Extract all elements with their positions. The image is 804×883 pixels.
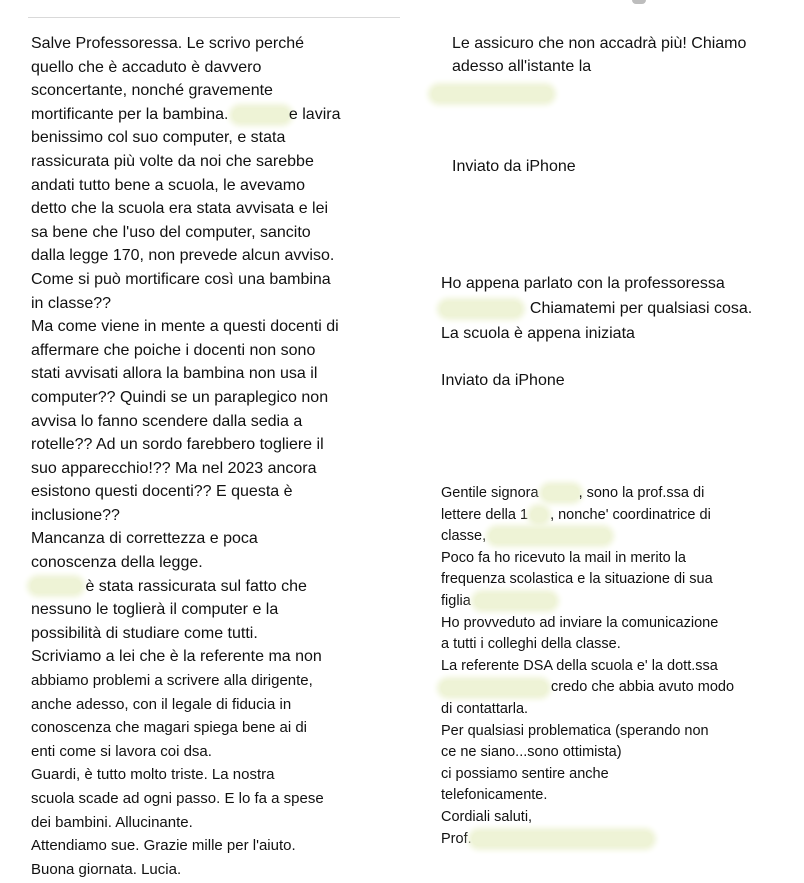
text-line: [31, 103, 340, 127]
text-fragment: Chiamatemi per qualsiasi cosa.: [529, 300, 753, 317]
text-line: [441, 505, 734, 527]
text-line: La scuola è appena iniziata: [441, 325, 635, 342]
text-line: [441, 677, 734, 699]
text-line: Attendiamo sue. Grazie mille per l'aiuto.: [31, 837, 296, 855]
text-line: Buona giornata. Lucia.: [31, 860, 182, 878]
redacted-name: [475, 594, 555, 608]
text-line: esistono questi docenti?? E questa è: [31, 483, 293, 501]
text-line: Le assicuro che non accadrà più! Chiamo: [452, 35, 747, 52]
text-line: Come si può mortificare così una bambina: [31, 270, 331, 288]
text-line: quello che è accaduto è davvero: [31, 58, 262, 76]
text-line: Per qualsiasi problematica (sperando non: [441, 722, 709, 739]
reply-message-1: [452, 32, 746, 178]
sent-from-iphone-signature: Inviato da iPhone: [452, 158, 576, 175]
text-fragment: , sono la prof.ssa di: [578, 485, 705, 501]
redacted-name: [441, 681, 547, 695]
sent-from-iphone-signature: Inviato da iPhone: [441, 372, 565, 389]
text-line: [452, 78, 746, 101]
text-line: benissimo col suo computer, e stata: [31, 129, 286, 147]
text-line: andati tutto bene a scuola, le avevamo: [31, 176, 305, 194]
text-fragment: è stata rassicurata sul fatto che: [85, 577, 307, 595]
text-line: possibilità di studiare come tutti.: [31, 624, 258, 642]
text-line: [441, 591, 734, 613]
text-line: conoscenza che magari spiega bene ai di: [31, 719, 308, 737]
redacted-name: [543, 486, 579, 500]
text-line: La referente DSA della scuola e' la dott.ssa: [441, 657, 718, 674]
redacted-class-name: [490, 529, 610, 543]
text-line: scuola scade ad ogni passo. E lo fa a spese: [31, 790, 324, 807]
text-line: enti come si lavora coi dsa.: [31, 742, 212, 760]
text-fragment: classe,: [441, 528, 487, 545]
text-line: nessuno le toglierà il computer e la: [31, 601, 279, 619]
top-divider: [28, 17, 400, 18]
text-line: anche adesso, con il legale di fiducia in: [31, 695, 292, 713]
cropped-glyph: [632, 0, 646, 4]
text-fragment: Gentile signora: [441, 485, 539, 501]
redacted-name: [233, 108, 289, 122]
text-line: ci possiamo sentire anche: [441, 765, 609, 782]
text-fragment: figlia: [441, 592, 471, 609]
text-line: Scriviamo a lei che è la referente ma non: [31, 648, 322, 666]
text-line: frequenza scolastica e la situazione di sua: [441, 571, 713, 588]
text-line: Salve Professoressa. Le scrivo perché: [31, 35, 305, 52]
text-line: computer?? Quindi se un paraplegico non: [31, 388, 329, 406]
redacted-class: [531, 508, 547, 522]
text-fragment: Prof.: [441, 830, 472, 847]
redacted-name: [31, 579, 81, 593]
text-line: stati avvisati allora la bambina non usa il: [31, 365, 318, 383]
redacted-name: [472, 832, 652, 846]
text-line: Guardi, è tutto molto triste. La nostra: [31, 766, 275, 784]
text-line: Mancanza di correttezza e poca: [31, 530, 258, 548]
text-line: telefonicamente.: [441, 787, 548, 804]
text-line: avvisa lo fanno scendere dalla sedia a: [31, 412, 303, 430]
text-line: Poco fa ho ricevuto la mail in merito la: [441, 549, 686, 566]
text-line: adesso all'istante la: [452, 58, 592, 75]
text-line: dei bambini. Allucinante.: [31, 813, 193, 831]
text-line: detto che la scuola era stata avvisata e lei: [31, 200, 329, 218]
redacted-name: [432, 87, 552, 101]
text-fragment: mortificante per la bambina.: [31, 105, 229, 123]
left-message: [31, 32, 340, 881]
text-line: [441, 526, 734, 548]
reply-message-3: [441, 483, 734, 850]
text-line: dalla legge 170, non prevede alcun avviso.: [31, 247, 335, 265]
redacted-name: [441, 302, 521, 316]
text-line: Ho appena parlato con la professoressa: [441, 275, 725, 292]
text-fragment: e lavira: [288, 105, 341, 123]
reply-message-2: [441, 271, 752, 393]
text-line: conoscenza della legge.: [31, 554, 203, 572]
text-line: [441, 483, 734, 505]
text-line: a tutti i colleghi della classe.: [441, 636, 621, 653]
text-line: Ma come viene in mente a questi docenti di: [31, 318, 339, 336]
text-line: sconcertante, nonché gravemente: [31, 82, 273, 100]
text-line: in classe??: [31, 294, 112, 312]
text-line: abbiamo problemi a scrivere alla dirigente,: [31, 672, 313, 690]
text-line: [441, 829, 734, 851]
text-line: rotelle?? Ad un sordo farebbero togliere il: [31, 436, 324, 454]
text-line: inclusione??: [31, 506, 120, 524]
text-line: [31, 575, 340, 599]
text-line: di contattarla.: [441, 700, 529, 717]
text-line: [441, 296, 752, 321]
text-line: affermare che poiche i docenti non sono: [31, 341, 316, 359]
text-line: ce ne siano...sono ottimista): [441, 744, 622, 761]
text-line: suo apparecchio!?? Ma nel 2023 ancora: [31, 459, 317, 477]
text-fragment: lettere della 1: [441, 506, 529, 523]
text-fragment: , nonche' coordinatrice di: [550, 506, 711, 523]
text-line: Cordiali saluti,: [441, 808, 533, 825]
text-line: sa bene che l'uso del computer, sancito: [31, 223, 311, 241]
text-line: rassicurata più volte da noi che sarebbe: [31, 152, 314, 170]
text-fragment: credo che abbia avuto modo: [551, 679, 735, 696]
text-line: Ho provveduto ad inviare la comunicazione: [441, 614, 719, 631]
